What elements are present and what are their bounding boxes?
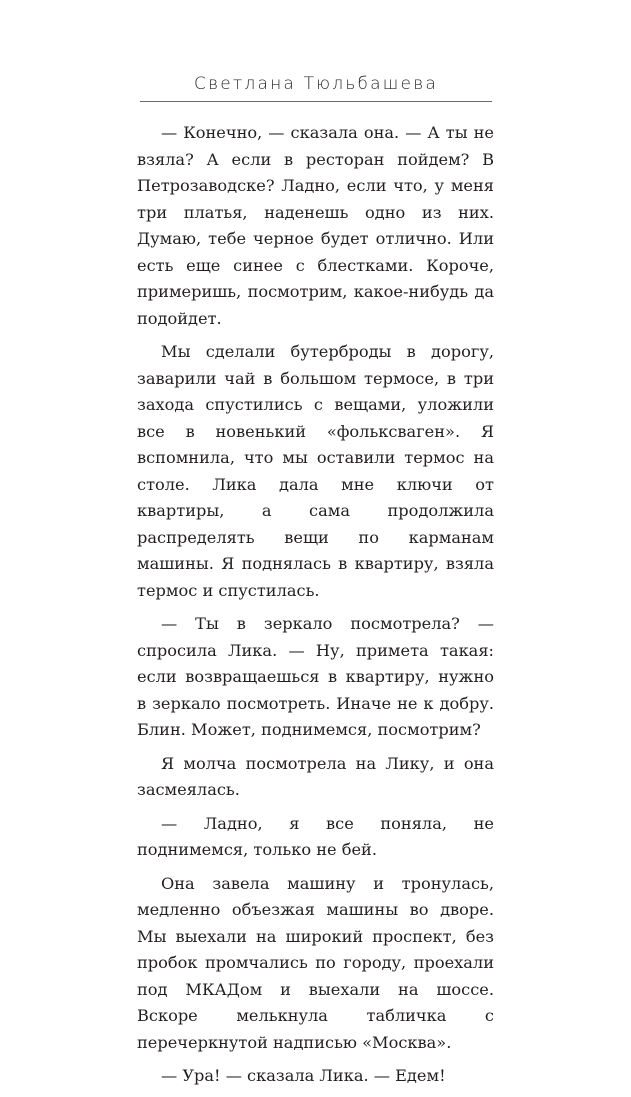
paragraph-7: — Ура! — сказала Лика. — Едем!	[161, 1066, 446, 1085]
paragraph-4: Я молча посмотрела на Лику, и она засмеялась.	[137, 753, 494, 799]
paragraph-1: — Конечно, — сказала она. — А ты не взяла? А если в ресторан пойдем? В Петрозаводске? Ладно, если что, у меня три платья, наденешь одно из них. Думаю, тебе черное будет отлично. Или есть еще синее с блестками. Короче, примеришь, посмотрим, какое-нибудь да подойдет.	[137, 123, 494, 328]
body-text	[137, 120, 494, 1097]
paragraph-2: Мы сделали бутерброды в дорогу, заварили чай в большом термосе, в три захода спустились с вещами, уложили все в новенький «фольксваген». Я вспомнила, что мы оставили термос на столе. Лика дала мне ключи от квартиры, а сама продолжила распределять вещи по карманам машины. Я поднялась в квартиру, взяла термос и спустилась.	[137, 342, 494, 600]
paragraph-5: — Ладно, я все поняла, не поднимемся, только не бей.	[137, 813, 494, 859]
running-head-author: Светлана Тюльбашева	[194, 74, 438, 94]
paragraph-3: — Ты в зеркало посмотрела? — спросила Лика. — Ну, примета такая: если возвращаешься в квартиру, нужно в зеркало посмотреть. Иначе не к добру. Блин. Может, поднимемся, посмотрим?	[137, 614, 494, 739]
header-rule	[140, 101, 492, 102]
paragraph-6: Она завела машину и тронулась, медленно объезжая машины во дворе. Мы выехали на широкий проспект, без пробок промчались по городу, проехали под МКАДом и выехали на шоссе. Вскоре мелькнула табличка с перечеркнутой надписью «Москва».	[137, 873, 494, 1052]
